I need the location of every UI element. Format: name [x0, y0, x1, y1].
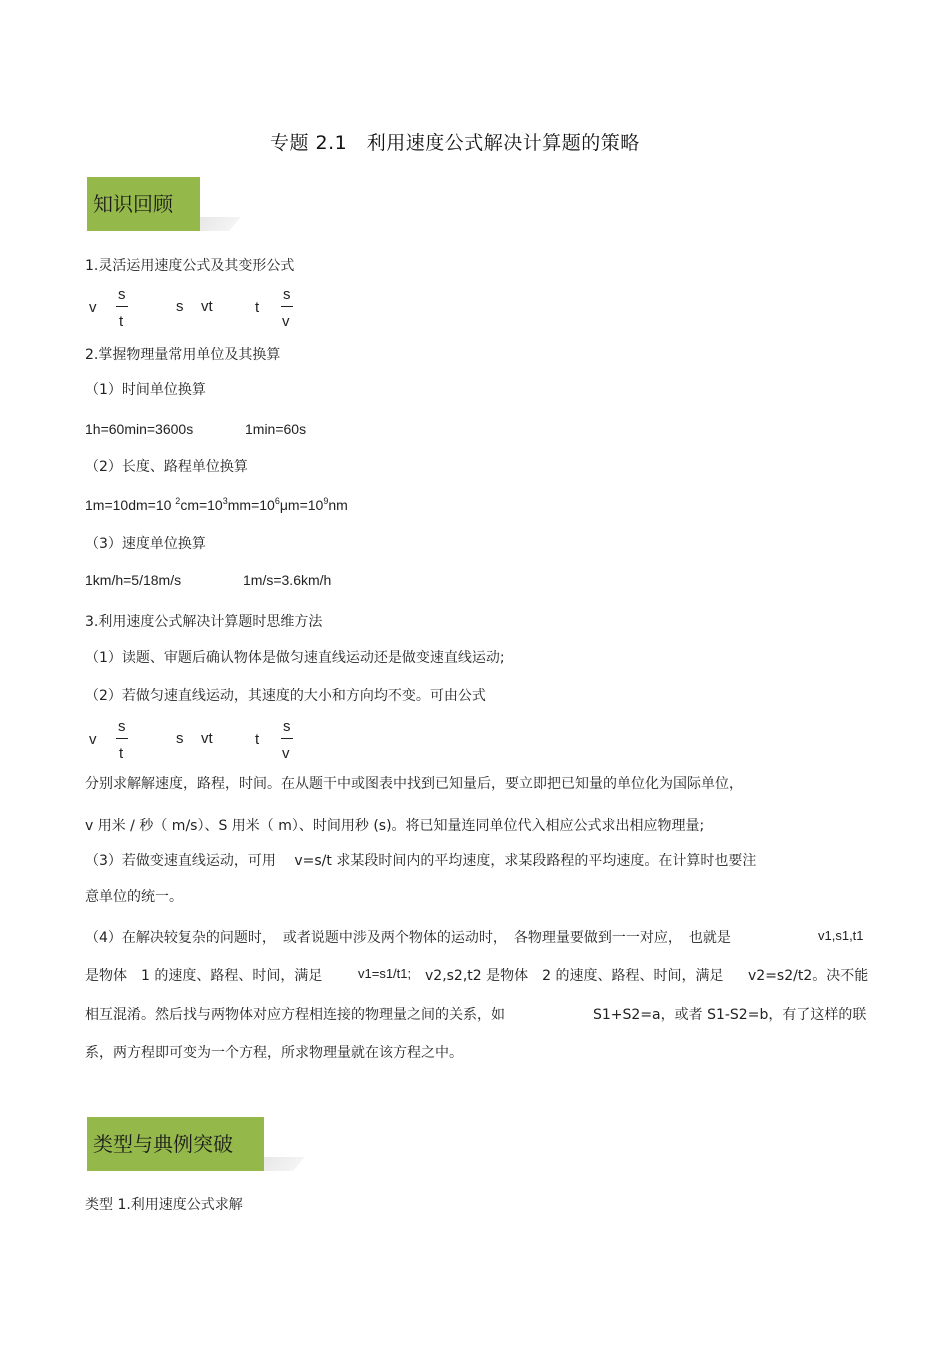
length-units-part: mm=10	[227, 497, 275, 513]
line-4b: 1min=60s	[245, 421, 307, 437]
line-1: 1.灵活运用速度公式及其变形公式	[85, 258, 295, 274]
fraction-bar-2	[281, 738, 293, 739]
line-16b: v1,s1,t1	[818, 928, 864, 943]
formula-frac-num-s: s	[118, 718, 126, 735]
formula-frac-den-v: v	[282, 313, 290, 330]
line-17d: v2=s2/t2。决不能	[748, 968, 869, 984]
line-18b: S1+S2=a，或者 S1-S2=b，有了这样的联	[593, 1007, 867, 1023]
line-3: （1）时间单位换算	[85, 382, 206, 398]
line-19: 系，两方程即可变为一个方程，所求物理量就在该方程之中。	[85, 1045, 463, 1061]
formula-vt: vt	[201, 730, 213, 747]
formula-t: t	[255, 299, 260, 316]
line-5: （2）长度、路程单位换算	[85, 459, 248, 475]
length-units-part: cm=10	[180, 497, 223, 513]
line-2: 2.掌握物理量常用单位及其换算	[85, 347, 281, 363]
line-17a: 是物体 1 的速度、路程、时间，满足	[85, 968, 323, 984]
line-8b: 1m/s=3.6km/h	[243, 572, 332, 588]
formula-frac-num-s2: s	[283, 286, 291, 303]
section-title-review: 知识回顾	[87, 177, 200, 231]
section-title-types: 类型与典例突破	[87, 1117, 264, 1171]
line-17c: v2,s2,t2 是物体 2 的速度、路程、时间，满足	[425, 968, 724, 984]
formula-frac-den-v: v	[282, 745, 290, 762]
line-20: 类型 1.利用速度公式求解	[85, 1197, 243, 1213]
length-units-part: μm=10	[279, 497, 324, 513]
line-10: （1）读题、审题后确认物体是做匀速直线运动还是做变速直线运动;	[85, 650, 505, 666]
line-7: （3）速度单位换算	[85, 536, 206, 552]
formula-frac-den-t: t	[119, 745, 124, 762]
line-17b: v1=s1/t1;	[358, 966, 412, 981]
line-12: 分别求解解速度，路程，时间。在从题干中或图表中找到已知量后，要立即把已知量的单位化为国际单位，	[85, 776, 743, 792]
line-14: （3）若做变速直线运动，可用 v=s/t 求某段时间内的平均速度，求某段路程的平均速度。在计算时也要注	[85, 853, 757, 869]
line-8a: 1km/h=5/18m/s	[85, 572, 182, 588]
line-6-length-units	[85, 496, 348, 513]
formula-s: s	[176, 298, 184, 315]
line-13: v 用米 / 秒（ m/s）、S 用米（ m）、时间用秒 (s)。将已知量连同单位代入相应公式求出相应物理量;	[85, 818, 705, 834]
line-18a: 相互混淆。然后找与两物体对应方程相连接的物理量之间的关系，如	[85, 1007, 505, 1023]
formula-frac-den-t: t	[119, 313, 124, 330]
section-banner-types	[87, 1117, 292, 1171]
exponent: 2	[175, 496, 181, 506]
line-4a: 1h=60min=3600s	[85, 421, 194, 437]
formula-frac-num-s: s	[118, 286, 126, 303]
exponent: 3	[222, 496, 228, 506]
line-15: 意单位的统一。	[85, 889, 183, 905]
exponent: 9	[323, 496, 329, 506]
formula-frac-num-s2: s	[283, 718, 291, 735]
fraction-bar-2	[281, 306, 293, 307]
formula-s: s	[176, 730, 184, 747]
formula-v: v	[89, 299, 97, 316]
fraction-bar	[116, 306, 128, 307]
page-title: 专题 2.1 利用速度公式解决计算题的策略	[270, 132, 640, 154]
section-banner-review	[87, 177, 227, 231]
formula-v: v	[89, 731, 97, 748]
line-11: （2）若做匀速直线运动，其速度的大小和方向均不变。可由公式	[85, 688, 486, 704]
length-units-part: nm	[328, 497, 348, 513]
line-9: 3.利用速度公式解决计算题时思维方法	[85, 614, 323, 630]
speed-formula-2	[85, 718, 315, 762]
formula-vt: vt	[201, 298, 213, 315]
speed-formula-1	[85, 286, 315, 330]
fraction-bar	[116, 738, 128, 739]
length-units-part: 1m=10dm=10	[85, 497, 176, 513]
line-16a: （4）在解决较复杂的问题时， 或者说题中涉及两个物体的运动时， 各物理量要做到一一对应， 也就是	[85, 930, 731, 946]
formula-t: t	[255, 731, 260, 748]
exponent: 6	[274, 496, 280, 506]
